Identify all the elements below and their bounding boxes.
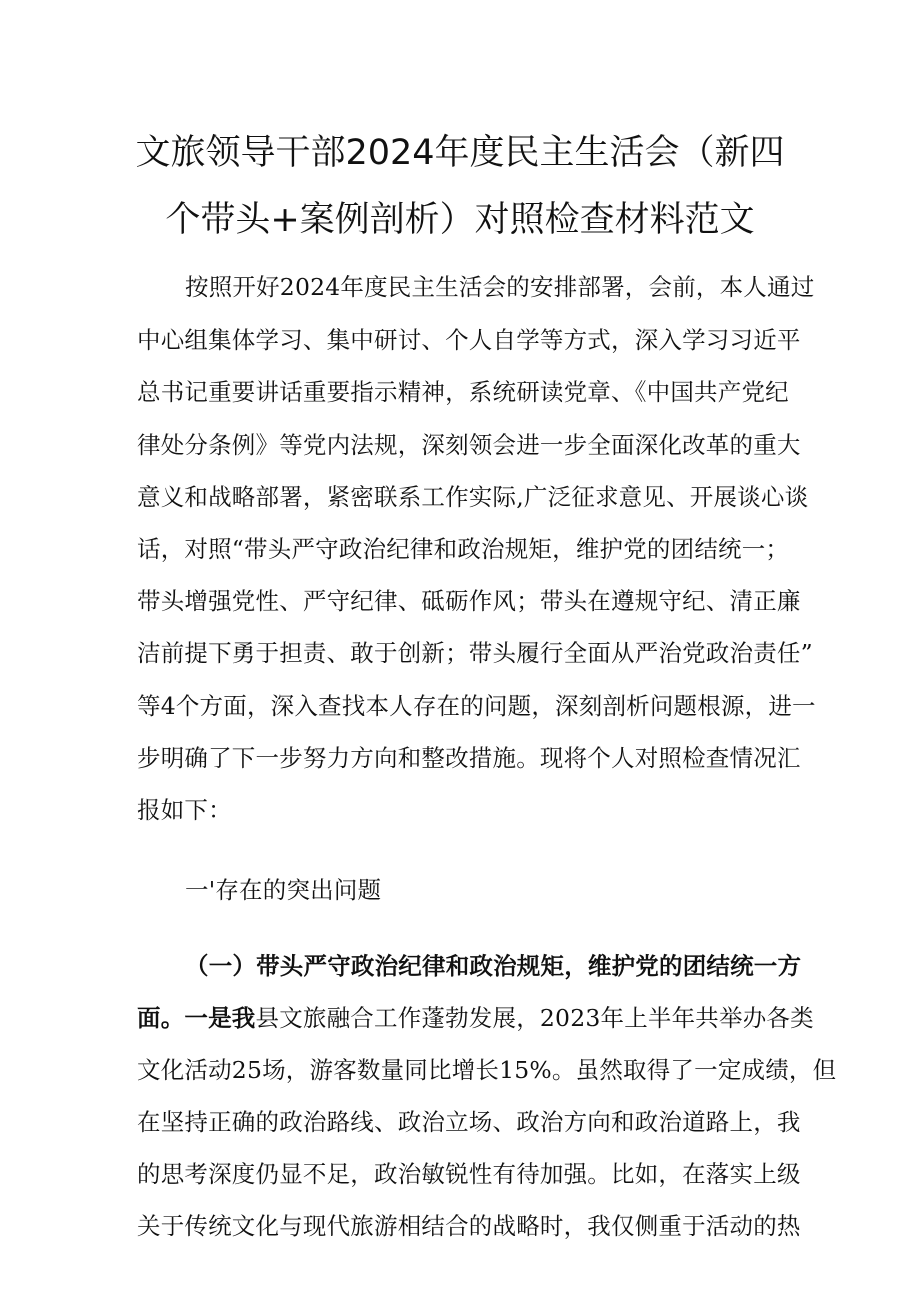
intro-line-2: 中心组集体学习、集中研讨、个人自学等方式，深入学习习近平 bbox=[137, 326, 801, 354]
intro-line-1: 按照开好2024年度民主生活会的安排部署，会前，本人通过 bbox=[185, 273, 815, 301]
subsection-1-line-2-text: 县文旅融合工作蓬勃发展，2023年上半年共举办各类 bbox=[255, 1004, 814, 1032]
subsection-1-line-3: 文化活动25场，游客数量同比增长15%。虽然取得了一定成绩，但 bbox=[137, 1056, 837, 1084]
intro-line-4: 律处分条例》等党内法规，深刻领会进一步全面深化改革的重大 bbox=[137, 431, 801, 459]
subsection-1-line-2 bbox=[137, 994, 814, 1042]
subsection-1-heading: （一）带头严守政治纪律和政治规矩，维护党的团结统一方 bbox=[185, 952, 802, 980]
subsection-1-lead: 面。一是我 bbox=[137, 1004, 256, 1032]
intro-line-6: 话，对照“带头严守政治纪律和政治规矩，维护党的团结统一； bbox=[137, 535, 790, 563]
intro-line-5: 意义和战略部署，紧密联系工作实际,广泛征求意见、开展谈心谈 bbox=[137, 483, 809, 511]
document-title-line-1: 文旅领导干部2024年度民主生活会（新四 bbox=[135, 133, 785, 173]
document-title-line-2: 个带头+案例剖析）对照检查材料范文 bbox=[165, 200, 755, 240]
intro-line-7: 带头增强党性、严守纪律、砥砺作风；带头在遵规守纪、清正廉 bbox=[137, 587, 801, 615]
section-heading: 一'存在的突出问题 bbox=[185, 876, 382, 904]
subsection-1-line-4: 在坚持正确的政治路线、政治立场、政治方向和政治道路上，我 bbox=[137, 1108, 801, 1136]
intro-line-9: 等4个方面，深入查找本人存在的问题，深刻剖析问题根源，进一 bbox=[137, 692, 816, 720]
intro-line-8: 洁前提下勇于担责、敢于创新；带头履行全面从严治党政治责任” bbox=[137, 639, 813, 667]
intro-line-10: 步明确了下一步努力方向和整改措施。现将个人对照检查情况汇 bbox=[137, 744, 801, 772]
subsection-1-line-5: 的思考深度仍显不足，政治敏锐性有待加强。比如，在落实上级 bbox=[137, 1160, 801, 1188]
subsection-1-line-6: 关于传统文化与现代旅游相结合的战略时，我仅侧重于活动的热 bbox=[137, 1212, 801, 1240]
intro-line-11: 报如下： bbox=[137, 796, 232, 824]
intro-line-3: 总书记重要讲话重要指示精神，系统研读党章、《中国共产党纪 bbox=[137, 378, 789, 406]
